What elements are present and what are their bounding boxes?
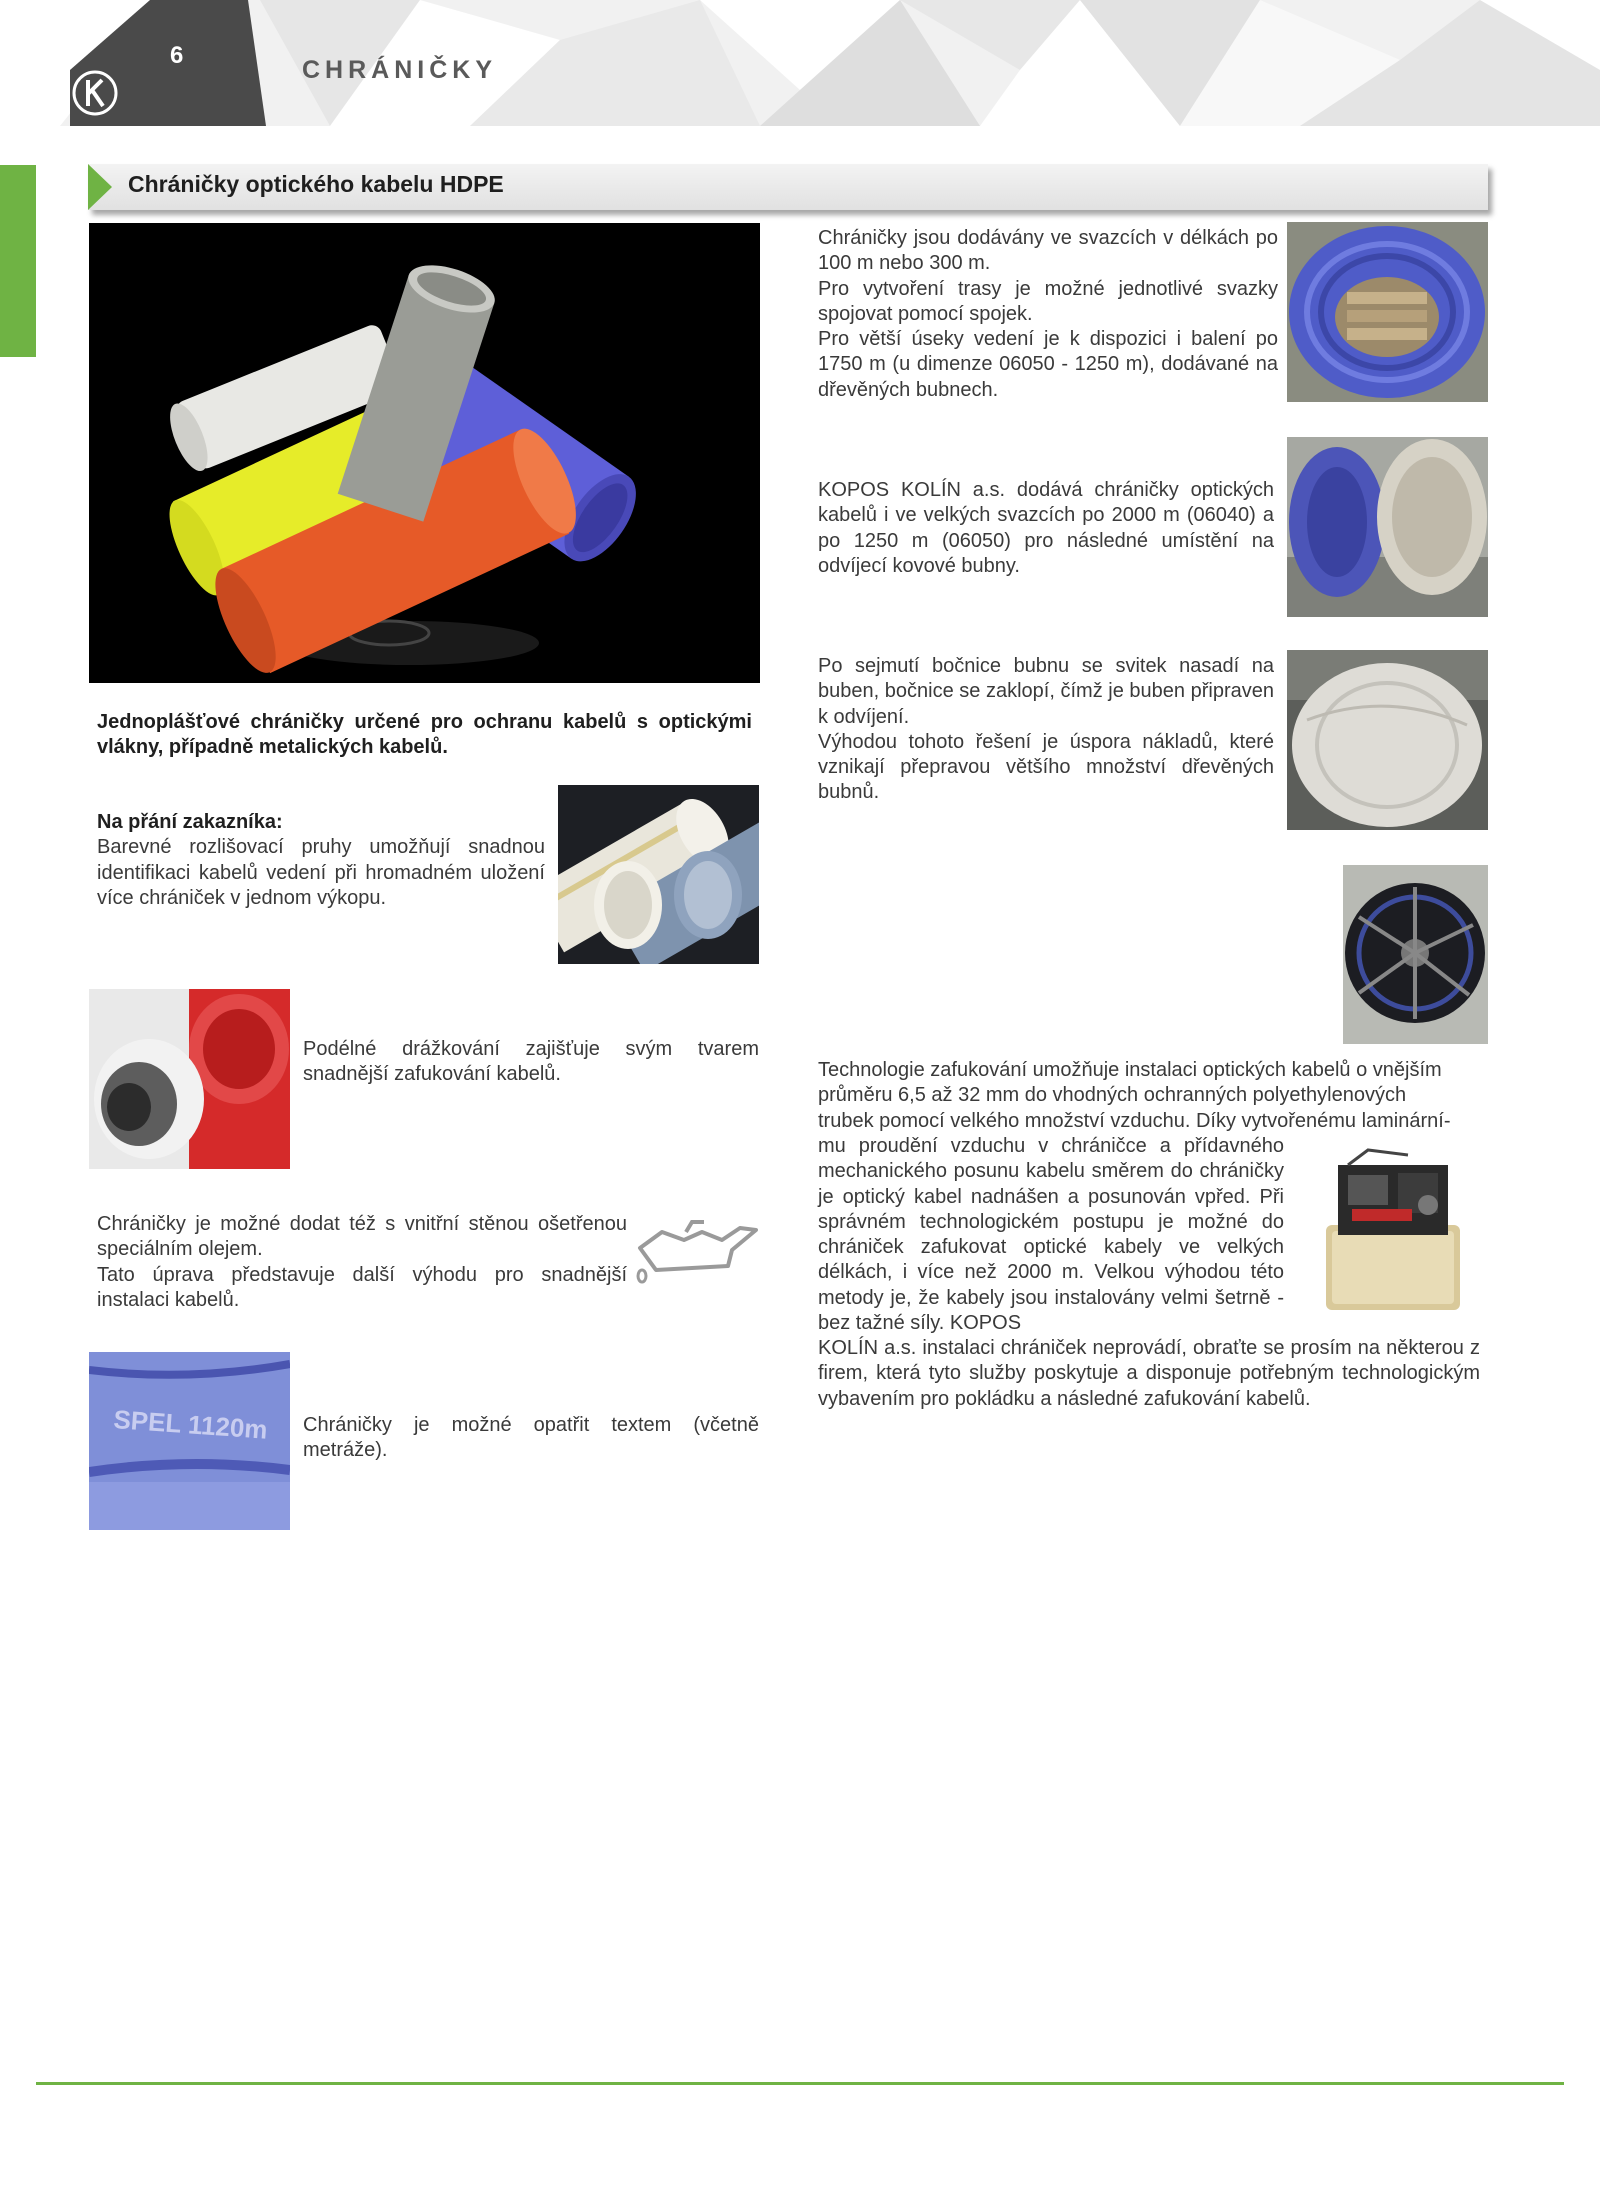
drum-text-block xyxy=(818,654,1274,806)
pipe-print-text: SPEL 1120m xyxy=(112,1404,269,1445)
blowing-text-wrap: mu proudění vzduchu v chráničce a přídavného mechanického posunu kabelu směrem do chráničky je optický kabel nadnášen a posunován vpřed. Při správném technologickém postupu je možné do chrániček zafukovat optické kabely ve velkých délkách, i více než 2000 m. Velkou výhodou této metody je, že kabely jsou instalovány velmi šetrně - bez tažné síly. KOPOS xyxy=(818,1135,1284,1335)
drum-text-2: Výhodou tohoto řešení je úspora nákladů, které vznikají přepravou většího množství dřevěných bubnů. xyxy=(818,730,1274,804)
page-title: Chráničky optického kabelu HDPE xyxy=(128,171,504,197)
wrapped-drum-photo xyxy=(1287,650,1488,830)
customer-heading: Na přání zakazníka: xyxy=(97,811,283,833)
title-arrow-icon xyxy=(88,164,112,210)
oil-text-block xyxy=(97,1212,627,1313)
striped-pipes-photo xyxy=(558,785,759,964)
blowing-text-end: KOLÍN a.s. instalaci chrániček neprovádí, obraťte se prosím na některou z firem, která tyto služby poskytuje a disponuje potřebným technologickým vybavením pro pokládku a následné zafukování kabelů. xyxy=(818,1337,1480,1410)
print-text: Chráničky je možné opatřit textem (včetně metráže). xyxy=(303,1414,759,1462)
blowing-line-1: Technologie zafukování umožňuje instalaci optických kabelů o vnějším xyxy=(818,1059,1442,1081)
section-title: CHRÁNIČKY xyxy=(302,56,497,84)
kopos-k-logo-icon xyxy=(70,68,120,118)
metal-drum-photo xyxy=(1343,865,1488,1044)
blowing-machine-photo xyxy=(1318,1145,1468,1320)
intro-text: Jednoplášťové chráničky určené pro ochranu kabelů s optickými vlákny, případně metalických kabelů. xyxy=(97,711,752,759)
large-bundles-text: KOPOS KOLÍN a.s. dodává chráničky optických kabelů i ve velkých svazcích po 2000 m (06040) a po 1250 m (06050) pro následné umístění na odvíjecí kovové bubny. xyxy=(818,479,1274,577)
blowing-text-top xyxy=(818,1058,1480,1134)
pipe-coil-photo xyxy=(1287,222,1488,402)
oil-text-2: Tato úprava představuje další výhodu pro snadnější instalaci kabelů. xyxy=(97,1263,627,1311)
side-accent-bar xyxy=(0,165,36,357)
printed-pipe-photo xyxy=(89,1352,290,1530)
page-number: 6 xyxy=(170,42,184,69)
customer-text: Barevné rozlišovací pruhy umožňují snadnou identifikaci kabelů vedení při hromadném uložení více chrániček v jednom výkopu. xyxy=(97,836,545,909)
grooved-pipes-photo xyxy=(89,989,290,1169)
blowing-line-2: průměru 6,5 až 32 mm do vhodných ochranných polyethylenových xyxy=(818,1084,1407,1107)
blowing-line-3: trubek pomocí velkého množství vzduchu. Díky vytvořenému laminární- xyxy=(818,1109,1451,1132)
drum-text-1: Po sejmutí bočnice bubnu se svitek nasadí na buben, bočnice se zaklopí, čímž je buben připraven k odvíjení. xyxy=(818,655,1274,728)
pipes-main-photo xyxy=(89,223,760,683)
bundles-text-1: Chráničky jsou dodávány ve svazcích v délkách po 100 m nebo 300 m. xyxy=(818,227,1278,275)
bundles-text-3: Pro větší úseky vedení je k dispozici i balení po 1750 m (u dimenze 06050 - 1250 m), dodávané na dřevěných bubnech. xyxy=(818,328,1278,401)
customer-block xyxy=(97,810,545,911)
grooves-text: Podélné drážkování zajišťuje svým tvarem snadnější zafukování kabelů. xyxy=(303,1038,759,1086)
bundles-text-block xyxy=(818,226,1278,403)
oil-text-1: Chráničky je možné dodat též s vnitřní stěnou ošetřenou speciálním olejem. xyxy=(97,1213,627,1261)
large-bundles-photo xyxy=(1287,437,1488,617)
bundles-text-2: Pro vytvoření trasy je možné jednotlivé svazky spojovat pomocí spojek. xyxy=(818,277,1278,325)
footer-divider xyxy=(36,2082,1564,2085)
oil-can-icon xyxy=(632,1210,762,1290)
